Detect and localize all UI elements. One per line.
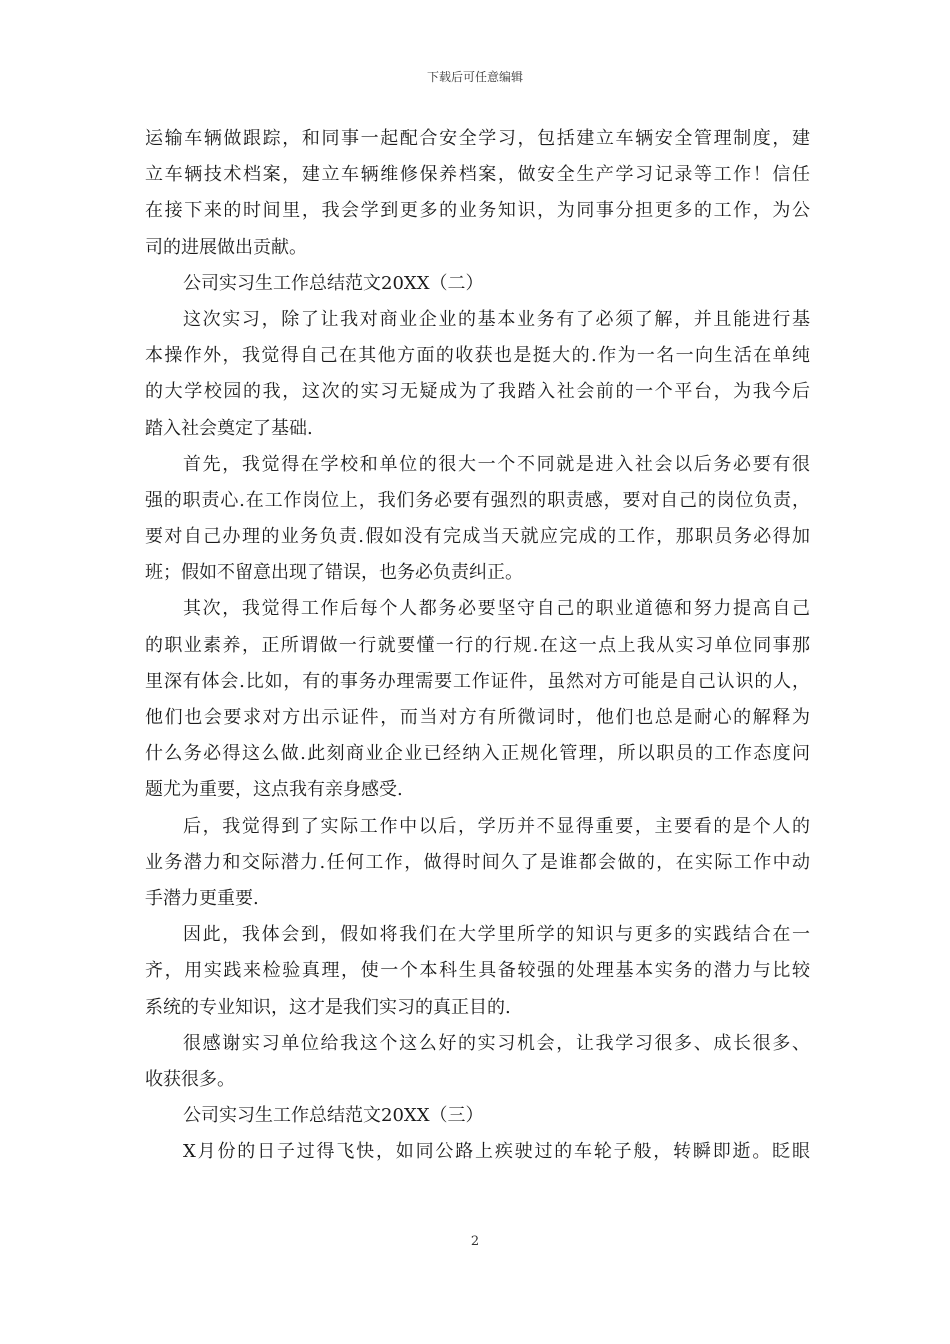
text-line: 要对自己办理的业务负责.假如没有完成当天就应完成的工作，那职员务必得加 <box>145 526 810 548</box>
text-line: 本操作外，我觉得自己在其他方面的收获也是挺大的.作为一名一向生活在单纯 <box>145 345 810 367</box>
text-line: 手潜力更重要. <box>145 887 259 909</box>
page-header: 下载后可任意编辑 <box>426 70 523 84</box>
text-line: 很感谢实习单位给我这个这么好的实习机会，让我学习很多、成长很多、 <box>183 1032 810 1054</box>
text-line: 公司实习生工作总结范文20XX（二） <box>183 272 484 294</box>
text-line: 因此，我体会到，假如将我们在大学里所学的知识与更多的实践结合在一 <box>183 924 810 946</box>
text-line: 系统的专业知识，这才是我们实习的真正目的. <box>145 996 511 1018</box>
text-line: 其次，我觉得工作后每个人都务必要坚守自己的职业道德和努力提高自己 <box>183 598 810 620</box>
text-line: 首先，我觉得在学校和单位的很大一个不同就是进入社会以后务必要有很 <box>183 453 810 475</box>
text-line: 在接下来的时间里，我会学到更多的业务知识，为同事分担更多的工作，为公 <box>145 200 810 222</box>
text-line: 公司实习生工作总结范文20XX（三） <box>183 1105 484 1127</box>
text-line: 运输车辆做跟踪，和同事一起配合安全学习，包括建立车辆安全管理制度，建 <box>145 128 810 149</box>
page-number: 2 <box>470 1234 480 1249</box>
text-line: 题尤为重要，这点我有亲身感受. <box>145 779 403 801</box>
text-line: 里深有体会.比如，有的事务办理需要工作证件，虽然对方可能是自己认识的人， <box>145 670 810 692</box>
text-line: 踏入社会奠定了基础. <box>145 417 313 439</box>
text-line: X月份的日子过得飞快，如同公路上疾驶过的车轮子般，转瞬即逝。眨眼 <box>183 1141 810 1163</box>
text-line: 他们也会要求对方出示证件，而当对方有所微词时，他们也总是耐心的解释为 <box>145 707 810 728</box>
text-line: 强的职责心.在工作岗位上，我们务必要有强烈的职责感，要对自己的岗位负责， <box>145 489 810 511</box>
text-line: 这次实习，除了让我对商业企业的基本业务有了必须了解，并且能进行基 <box>183 308 810 330</box>
body-text <box>145 121 810 1170</box>
text-line: 什么务必得这么做.此刻商业企业已经纳入正规化管理，所以职员的工作态度问 <box>145 743 810 765</box>
text-line: 立车辆技术档案，建立车辆维修保养档案，做安全生产学习记录等工作！信任 <box>145 164 810 186</box>
text-line: 收获很多。 <box>145 1068 235 1090</box>
text-line: 齐，用实践来检验真理，使一个本科生具备较强的处理基本实务的潜力与比较 <box>145 960 810 982</box>
text-line: 业务潜力和交际潜力.任何工作，做得时间久了是谁都会做的，在实际工作中动 <box>145 851 810 873</box>
text-line: 的职业素养，正所谓做一行就要懂一行的行规.在这一点上我从实习单位同事那 <box>145 634 810 656</box>
text-line: 后，我觉得到了实际工作中以后，学历并不显得重要，主要看的是个人的 <box>183 815 810 837</box>
text-line: 司的进展做出贡献。 <box>145 236 307 258</box>
text-line: 班；假如不留意出现了错误，也务必负责纠正。 <box>145 562 523 584</box>
text-line: 的大学校园的我，这次的实习无疑成为了我踏入社会前的一个平台，为我今后 <box>145 381 810 403</box>
